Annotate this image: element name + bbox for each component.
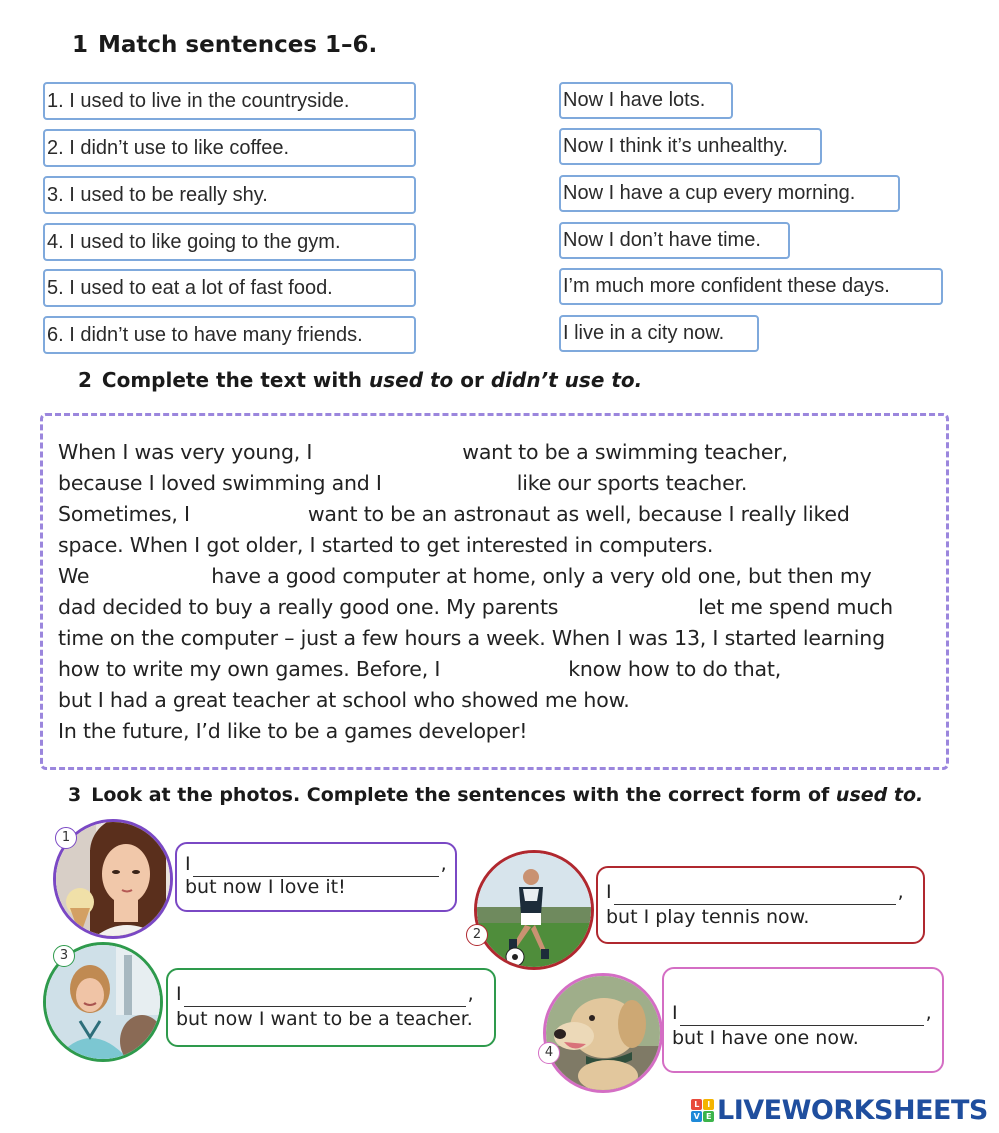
answer-2-line2: but I play tennis now.	[606, 906, 810, 928]
photo-1-badge: 1	[55, 827, 77, 849]
answer-3-start: I	[176, 983, 182, 1005]
brand-name: LIVEWORKSHEETS	[717, 1094, 988, 1126]
match-left-4[interactable]: 4. I used to like going to the gym.	[43, 223, 416, 261]
section2-title-prefix: Complete the text with	[101, 368, 363, 392]
blank-3[interactable]	[190, 502, 308, 528]
section3-heading	[68, 784, 923, 806]
match-left-2[interactable]: 2. I didn’t use to like coffee.	[43, 129, 416, 167]
section2-number: 2	[78, 368, 92, 392]
story-line-2	[58, 468, 938, 499]
logo-letter: E	[703, 1111, 714, 1122]
answer-4-end: ,	[925, 1002, 932, 1024]
answer-box-1	[175, 842, 457, 912]
section1-title: Match sentences 1–6.	[98, 32, 378, 58]
match-right-5[interactable]: I’m much more confident these days.	[559, 268, 943, 305]
story-text-segment: let me spend much	[698, 595, 893, 619]
answer-box-3	[166, 968, 496, 1047]
logo-mark-icon	[691, 1099, 714, 1122]
match-right-6[interactable]: I live in a city now.	[559, 315, 759, 352]
answer-4-line2: but I have one now.	[672, 1027, 859, 1049]
section3-term: used to.	[835, 784, 924, 806]
story-text-segment: want to be a swimming teacher,	[462, 440, 788, 464]
answer-1-line2: but now I love it!	[185, 876, 346, 898]
story-line-8	[58, 654, 938, 685]
blank-1[interactable]	[312, 440, 462, 466]
match-left-6[interactable]: 6. I didn’t use to have many friends.	[43, 316, 416, 354]
answer-box-2	[596, 866, 925, 944]
story-text-segment: Sometimes, I	[58, 502, 190, 526]
answer-2-end: ,	[897, 881, 904, 903]
answer-1-start: I	[185, 853, 191, 875]
answer-1-end: ,	[440, 853, 447, 875]
match-right-1[interactable]: Now I have lots.	[559, 82, 733, 119]
answer-2-input[interactable]	[614, 884, 896, 905]
story-line-1	[58, 437, 938, 468]
blank-5[interactable]	[558, 595, 698, 621]
answer-3-line2: but now I want to be a teacher.	[176, 1008, 473, 1030]
answer-box-4	[662, 967, 944, 1073]
photo-2-badge: 2	[466, 924, 488, 946]
blank-4[interactable]	[89, 564, 211, 590]
match-right-4[interactable]: Now I don’t have time.	[559, 222, 790, 259]
answer-3-input[interactable]	[184, 986, 466, 1007]
photo-2-image	[477, 853, 591, 967]
blank-6[interactable]	[440, 657, 568, 683]
match-right-2[interactable]: Now I think it’s unhealthy.	[559, 128, 822, 165]
photo-4-image	[546, 976, 660, 1090]
logo-letter: L	[691, 1099, 702, 1110]
section1-number: 1	[72, 32, 89, 58]
story-line-5	[58, 561, 938, 592]
logo-letter: V	[691, 1111, 702, 1122]
liveworksheets-logo	[691, 1093, 988, 1127]
section3-title-prefix: Look at the photos. Complete the sentences with the correct form of	[91, 784, 830, 806]
story-text	[58, 437, 938, 747]
blank-2[interactable]	[382, 471, 517, 497]
story-text-segment: how to write my own games. Before, I	[58, 657, 441, 681]
story-line-10: In the future, I’d like to be a games developer!	[58, 719, 528, 743]
section3-number: 3	[68, 784, 82, 806]
photo-3-badge: 3	[53, 945, 75, 967]
story-text-segment: want to be an astronaut as well, because I really liked	[307, 502, 850, 526]
story-line-9: but I had a great teacher at school who showed me how.	[58, 688, 630, 712]
section1-heading	[72, 32, 377, 58]
answer-2-start: I	[606, 881, 612, 903]
story-text-segment: We	[58, 564, 90, 588]
answer-3-end: ,	[467, 983, 474, 1005]
photo-2-football-player	[474, 850, 594, 970]
story-text-segment: When I was very young, I	[58, 440, 313, 464]
section2-term2: didn’t use to.	[490, 368, 643, 392]
story-text-segment: dad decided to buy a really good one. My parents	[58, 595, 559, 619]
photo-4-badge: 4	[538, 1042, 560, 1064]
story-text-segment: like our sports teacher.	[516, 471, 748, 495]
match-left-5[interactable]: 5. I used to eat a lot of fast food.	[43, 269, 416, 307]
story-text-segment: because I loved swimming and I	[58, 471, 382, 495]
logo-letter: I	[703, 1099, 714, 1110]
photo-4-dog	[543, 973, 663, 1093]
match-right-3[interactable]: Now I have a cup every morning.	[559, 175, 900, 212]
story-line-6	[58, 592, 938, 623]
story-line-7: time on the computer – just a few hours a week. When I was 13, I started learning	[58, 626, 885, 650]
section2-heading	[78, 368, 642, 392]
story-line-4: space. When I got older, I started to get interested in computers.	[58, 533, 714, 557]
story-line-3	[58, 499, 938, 530]
answer-4-start: I	[672, 1002, 678, 1024]
answer-4-input[interactable]	[680, 1005, 924, 1026]
story-text-segment: know how to do that,	[568, 657, 782, 681]
section2-term1: used to	[368, 368, 454, 392]
match-left-3[interactable]: 3. I used to be really shy.	[43, 176, 416, 214]
story-text-segment: have a good computer at home, only a very old one, but then my	[211, 564, 872, 588]
section2-title-mid: or	[460, 368, 484, 392]
match-left-1[interactable]: 1. I used to live in the countryside.	[43, 82, 416, 120]
